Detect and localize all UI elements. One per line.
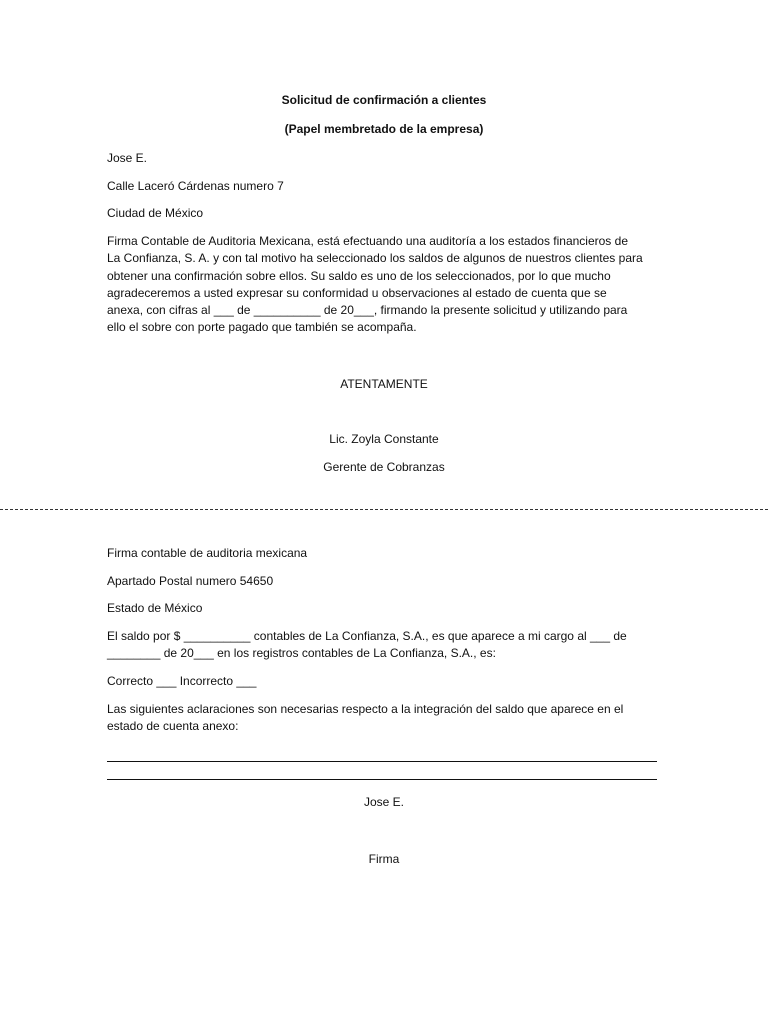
signer-title: Gerente de Cobranzas [323, 460, 445, 474]
balance-statement [107, 628, 660, 663]
recipient-city: Ciudad de México [107, 206, 204, 220]
document-subtitle: (Papel membretado de la empresa) [284, 122, 484, 136]
balance-line: El saldo por $ __________ contables de La Confianza, S.A., es que aparece a mi cargo al ___ de [107, 629, 627, 643]
reply-po-box: Apartado Postal numero 54650 [107, 574, 274, 588]
signature-label: Firma [368, 852, 400, 866]
clarification-line: Las siguientes aclaraciones son necesarias respecto a la integración del saldo que aparece en el [107, 702, 624, 716]
letter-body [107, 233, 660, 337]
letter-body-line: La Confianza, S. A. y con tal motivo ha seleccionado los saldos de algunos de nuestros clientes para [107, 251, 643, 266]
document-title: Solicitud de confirmación a clientes [281, 93, 487, 107]
answer-line [107, 761, 657, 762]
clarification-line: estado de cuenta anexo: [107, 719, 239, 734]
letter-body-line: obtener una confirmación sobre ellos. Su saldo es uno de los seleccionados, por lo que mucho [107, 268, 611, 283]
letter-body-line: agradeceremos a usted expresar su conformidad u observaciones al estado de cuenta que se [107, 285, 607, 300]
answer-line [107, 779, 657, 780]
closing: ATENTAMENTE [340, 377, 428, 391]
recipient-address: Calle Laceró Cárdenas numero 7 [107, 179, 284, 193]
cut-line [0, 509, 768, 510]
signer-name: Lic. Zoyla Constante [329, 432, 439, 446]
letter-body-line: anexa, con cifras al ___ de __________ de 20___, firmando la presente solicitud y utilizando para [107, 303, 628, 318]
letter-body-line: ello el sobre con porte pagado que también se acompaña. [107, 320, 417, 335]
recipient-name: Jose E. [107, 151, 148, 165]
clarification-text [107, 701, 660, 736]
reply-addressee: Firma contable de auditoria mexicana [107, 546, 308, 560]
client-name: Jose E. [363, 795, 405, 809]
letter-body-line: Firma Contable de Auditoria Mexicana, está efectuando una auditoría a los estados financieros de [107, 234, 628, 248]
correct-incorrect: Correcto ___ Incorrecto ___ [107, 674, 257, 688]
reply-state: Estado de México [107, 601, 203, 615]
balance-line: ________ de 20___ en los registros contables de La Confianza, S.A., es: [107, 646, 496, 661]
